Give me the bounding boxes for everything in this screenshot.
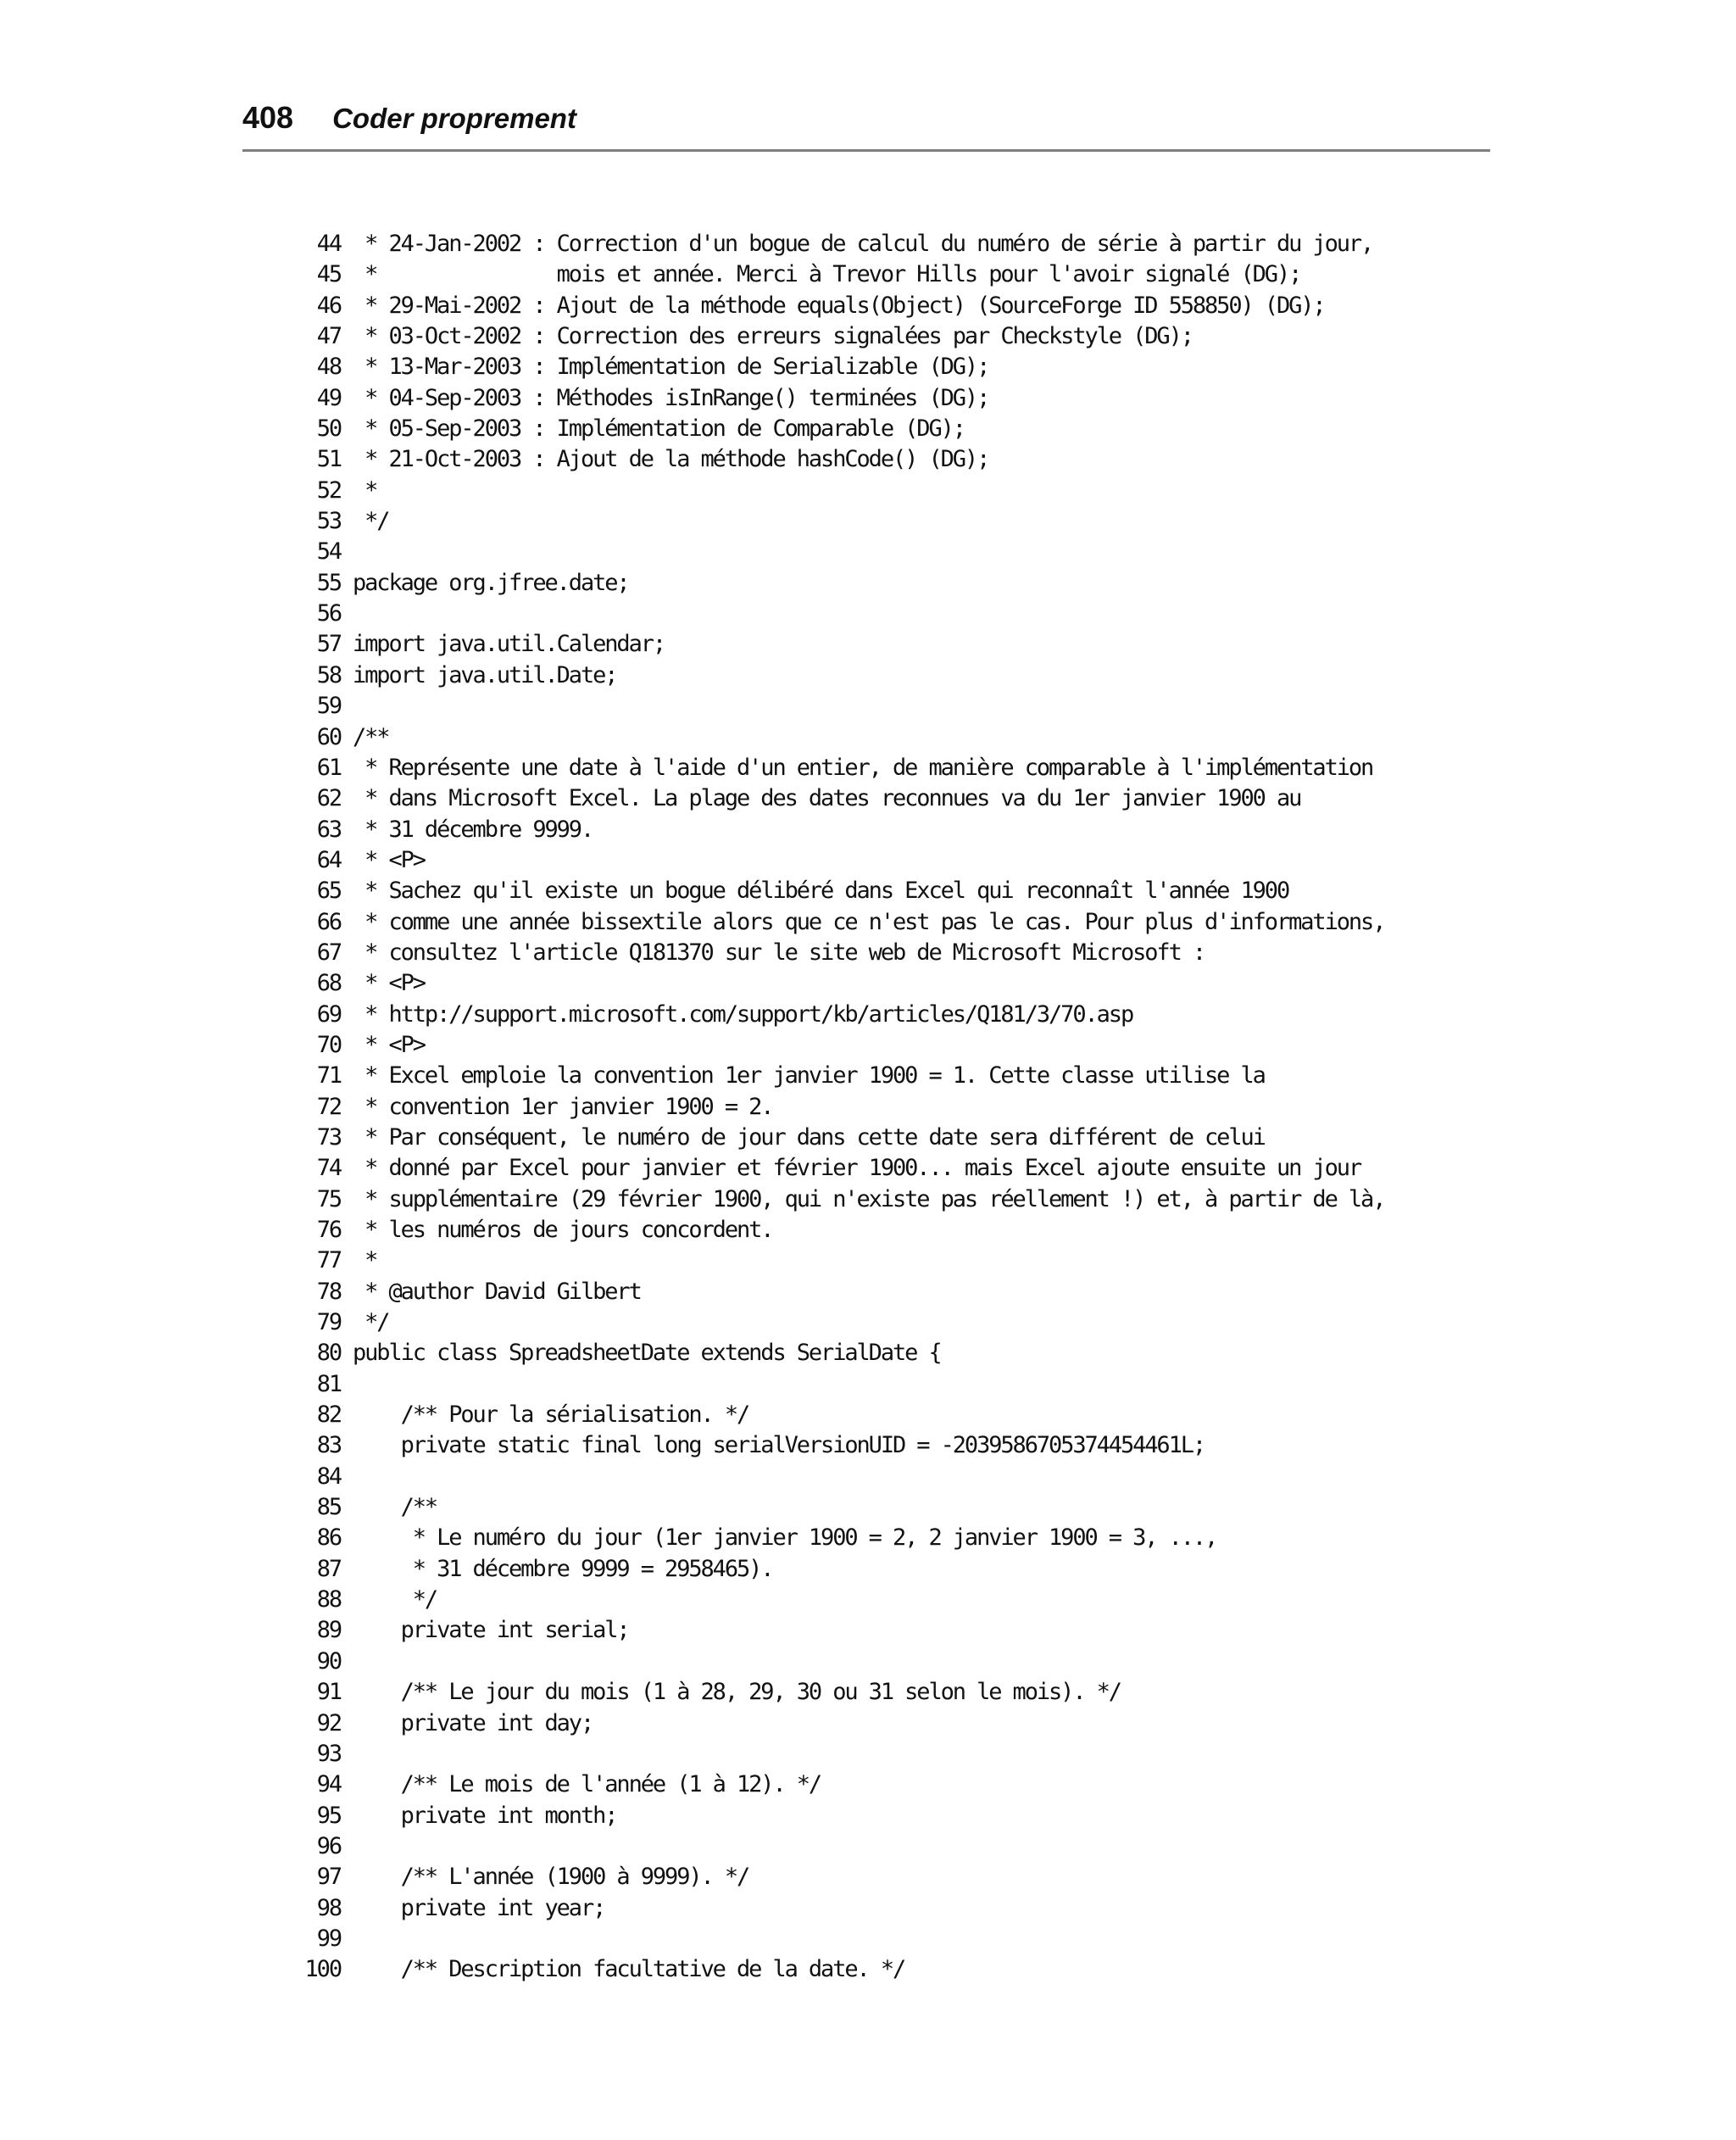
page-number: 408 bbox=[242, 100, 294, 135]
code-line bbox=[298, 968, 1485, 999]
code-line bbox=[298, 1801, 1485, 1831]
code-line bbox=[298, 1554, 1485, 1585]
code-line bbox=[298, 1184, 1485, 1215]
line-number: 98 bbox=[316, 1894, 341, 1921]
code-line bbox=[298, 1954, 1485, 1985]
page-header bbox=[242, 100, 1488, 153]
code-line bbox=[298, 352, 1485, 382]
code-line bbox=[298, 660, 1485, 691]
code-text: * Par conséquent, le numéro de jour dans cette date sera différent de celui bbox=[353, 1123, 1265, 1151]
line-number: 61 bbox=[316, 754, 341, 781]
code-text: * 24-Jan-2002 : Correction d'un bogue de calcul du numéro de série à partir du jour, bbox=[353, 231, 1373, 257]
line-number: 46 bbox=[316, 292, 341, 319]
code-line bbox=[298, 229, 1485, 259]
line-number: 82 bbox=[316, 1402, 341, 1429]
line-number: 53 bbox=[316, 508, 341, 535]
code-line bbox=[298, 938, 1485, 968]
line-number: 90 bbox=[316, 1647, 341, 1675]
code-line bbox=[298, 1893, 1485, 1924]
code-line bbox=[298, 383, 1485, 414]
code-text: public class SpreadsheetDate extends SerialDate { bbox=[353, 1340, 941, 1367]
code-text: package org.jfree.date; bbox=[353, 569, 629, 596]
code-line bbox=[298, 506, 1485, 537]
code-line bbox=[298, 815, 1485, 845]
line-number: 84 bbox=[316, 1463, 341, 1490]
line-number: 52 bbox=[316, 476, 341, 504]
code-text: * <P> bbox=[353, 1031, 425, 1058]
line-number: 100 bbox=[304, 1956, 341, 1983]
code-line bbox=[298, 783, 1485, 814]
code-line bbox=[298, 537, 1485, 567]
code-line bbox=[298, 1369, 1485, 1400]
code-text: /** Le mois de l'année (1 à 12). */ bbox=[353, 1771, 821, 1798]
code-line bbox=[298, 876, 1485, 906]
code-text: * dans Microsoft Excel. La plage des dates reconnues va du 1er janvier 1900 au bbox=[353, 785, 1301, 812]
code-text: /** Pour la sérialisation. */ bbox=[353, 1402, 749, 1429]
code-line bbox=[298, 691, 1485, 722]
code-text: * 03-Oct-2002 : Correction des erreurs signalées par Checkstyle (DG); bbox=[353, 323, 1193, 350]
line-number: 85 bbox=[316, 1494, 341, 1521]
code-text: * donné par Excel pour janvier et février 1900... mais Excel ajoute ensuite un jour bbox=[353, 1155, 1361, 1182]
line-number: 70 bbox=[316, 1031, 341, 1058]
line-number: 91 bbox=[316, 1679, 341, 1706]
code-text bbox=[341, 1739, 353, 1769]
line-number: 50 bbox=[316, 415, 341, 443]
code-text bbox=[341, 599, 353, 629]
code-text: * 29-Mai-2002 : Ajout de la méthode equals(Object) (SourceForge ID 558850) (DG); bbox=[353, 292, 1325, 319]
code-text: * 31 décembre 9999 = 2958465). bbox=[353, 1555, 773, 1582]
code-text: * convention 1er janvier 1900 = 2. bbox=[353, 1093, 773, 1120]
code-text: /** L'année (1900 à 9999). */ bbox=[353, 1864, 749, 1891]
code-text: * supplémentaire (29 février 1900, qui n'existe pas réellement !) et, à partir de là, bbox=[353, 1185, 1385, 1212]
code-text: * 31 décembre 9999. bbox=[353, 816, 593, 843]
line-number: 76 bbox=[316, 1217, 341, 1243]
code-line bbox=[298, 568, 1485, 599]
code-line bbox=[298, 1739, 1485, 1769]
code-text: * les numéros de jours concordent. bbox=[353, 1217, 773, 1243]
code-text: * Sachez qu'il existe un bogue délibéré dans Excel qui reconnaît l'année 1900 bbox=[353, 878, 1289, 905]
line-number: 49 bbox=[316, 384, 341, 411]
code-line bbox=[298, 722, 1485, 753]
code-line bbox=[298, 1862, 1485, 1892]
code-text: * Excel emploie la convention 1er janvier 1900 = 1. Cette classe utilise la bbox=[353, 1062, 1265, 1090]
code-text: /** Description facultative de la date. */ bbox=[353, 1956, 905, 1983]
code-line bbox=[298, 1215, 1485, 1246]
line-number: 78 bbox=[316, 1278, 341, 1305]
code-line bbox=[298, 907, 1485, 938]
code-text bbox=[341, 1462, 353, 1492]
code-line bbox=[298, 1831, 1485, 1862]
code-text: * <P> bbox=[353, 846, 425, 873]
code-text: private static final long serialVersionUID = -2039586705374454461L; bbox=[353, 1432, 1205, 1459]
code-line bbox=[298, 1307, 1485, 1338]
code-text: /** Le jour du mois (1 à 28, 29, 30 ou 31 selon le mois). */ bbox=[353, 1679, 1121, 1706]
code-text: * 21-Oct-2003 : Ajout de la méthode hashCode() (DG); bbox=[353, 446, 989, 473]
code-text: * http://support.microsoft.com/support/kb/articles/Q181/3/70.asp bbox=[353, 1000, 1133, 1028]
code-text: /** bbox=[353, 1494, 437, 1521]
line-number: 73 bbox=[316, 1123, 341, 1151]
code-line bbox=[298, 1061, 1485, 1091]
line-number: 95 bbox=[316, 1802, 341, 1829]
code-line bbox=[298, 321, 1485, 352]
line-number: 62 bbox=[316, 785, 341, 812]
code-line bbox=[298, 629, 1485, 660]
line-number: 56 bbox=[316, 600, 341, 627]
code-text: */ bbox=[353, 1586, 437, 1613]
code-line bbox=[298, 1769, 1485, 1800]
code-text: * bbox=[353, 476, 377, 504]
code-line bbox=[298, 1677, 1485, 1708]
code-listing bbox=[298, 229, 1485, 1986]
code-text bbox=[341, 1647, 353, 1677]
code-text bbox=[341, 1924, 353, 1954]
code-line bbox=[298, 1246, 1485, 1276]
code-line bbox=[298, 1153, 1485, 1184]
line-number: 64 bbox=[316, 846, 341, 873]
code-line bbox=[298, 1708, 1485, 1739]
line-number: 97 bbox=[316, 1864, 341, 1891]
line-number: 72 bbox=[316, 1093, 341, 1120]
code-text bbox=[341, 537, 353, 567]
code-text: */ bbox=[353, 1309, 389, 1336]
line-number: 94 bbox=[316, 1771, 341, 1798]
code-line bbox=[298, 1123, 1485, 1153]
line-number: 88 bbox=[316, 1586, 341, 1613]
code-text: /** bbox=[353, 723, 389, 750]
line-number: 92 bbox=[316, 1709, 341, 1736]
line-number: 74 bbox=[316, 1155, 341, 1182]
code-line bbox=[298, 291, 1485, 321]
line-number: 96 bbox=[316, 1832, 341, 1859]
line-number: 57 bbox=[316, 631, 341, 658]
code-line bbox=[298, 259, 1485, 290]
line-number: 66 bbox=[316, 908, 341, 935]
code-text: * 04-Sep-2003 : Méthodes isInRange() terminées (DG); bbox=[353, 384, 989, 411]
header-rule bbox=[242, 149, 1490, 152]
line-number: 54 bbox=[316, 538, 341, 566]
code-line bbox=[298, 1647, 1485, 1677]
code-text: * @author David Gilbert bbox=[353, 1278, 641, 1305]
code-text: * mois et année. Merci à Trevor Hills pour l'avoir signalé (DG); bbox=[353, 261, 1301, 288]
line-number: 75 bbox=[316, 1185, 341, 1212]
code-line bbox=[298, 1430, 1485, 1461]
line-number: 89 bbox=[316, 1617, 341, 1644]
code-line bbox=[298, 1924, 1485, 1954]
code-text: private int serial; bbox=[353, 1617, 629, 1644]
line-number: 77 bbox=[316, 1247, 341, 1274]
code-line bbox=[298, 1400, 1485, 1430]
line-number: 79 bbox=[316, 1309, 341, 1336]
code-text: private int year; bbox=[353, 1894, 605, 1921]
line-number: 67 bbox=[316, 939, 341, 966]
line-number: 58 bbox=[316, 661, 341, 688]
line-number: 60 bbox=[316, 723, 341, 750]
line-number: 44 bbox=[316, 231, 341, 257]
code-text: */ bbox=[353, 508, 389, 535]
code-line bbox=[298, 1338, 1485, 1368]
line-number: 55 bbox=[316, 569, 341, 596]
line-number: 68 bbox=[316, 970, 341, 997]
line-number: 99 bbox=[316, 1925, 341, 1952]
line-number: 93 bbox=[316, 1740, 341, 1767]
code-text bbox=[341, 1369, 353, 1400]
line-number: 71 bbox=[316, 1062, 341, 1090]
code-text: * 05-Sep-2003 : Implémentation de Comparable (DG); bbox=[353, 415, 965, 443]
code-line bbox=[298, 1000, 1485, 1030]
code-text: * comme une année bissextile alors que ce n'est pas le cas. Pour plus d'informations, bbox=[353, 908, 1385, 935]
code-text bbox=[341, 1831, 353, 1862]
code-line bbox=[298, 444, 1485, 475]
line-number: 86 bbox=[316, 1524, 341, 1552]
code-text: private int day; bbox=[353, 1709, 593, 1736]
line-number: 47 bbox=[316, 323, 341, 350]
line-number: 51 bbox=[316, 446, 341, 473]
code-line bbox=[298, 1030, 1485, 1061]
code-text: * Le numéro du jour (1er janvier 1900 = 2, 2 janvier 1900 = 3, ..., bbox=[353, 1524, 1217, 1552]
code-line bbox=[298, 476, 1485, 506]
code-line bbox=[298, 1462, 1485, 1492]
line-number: 69 bbox=[316, 1000, 341, 1028]
code-text: * <P> bbox=[353, 970, 425, 997]
line-number: 81 bbox=[316, 1370, 341, 1397]
code-line bbox=[298, 845, 1485, 876]
code-text: import java.util.Calendar; bbox=[353, 631, 665, 658]
code-text: import java.util.Date; bbox=[353, 661, 617, 688]
code-line bbox=[298, 1523, 1485, 1553]
code-line bbox=[298, 1492, 1485, 1523]
code-line bbox=[298, 599, 1485, 629]
code-line bbox=[298, 1277, 1485, 1307]
line-number: 48 bbox=[316, 354, 341, 381]
line-number: 83 bbox=[316, 1432, 341, 1459]
code-line bbox=[298, 1092, 1485, 1123]
code-line bbox=[298, 414, 1485, 444]
line-number: 45 bbox=[316, 261, 341, 288]
code-text: private int month; bbox=[353, 1802, 617, 1829]
code-text: * bbox=[353, 1247, 377, 1274]
line-number: 59 bbox=[316, 693, 341, 720]
code-line bbox=[298, 1585, 1485, 1615]
code-line bbox=[298, 1615, 1485, 1646]
line-number: 65 bbox=[316, 878, 341, 905]
line-number: 87 bbox=[316, 1555, 341, 1582]
code-text: * 13-Mar-2003 : Implémentation de Serializable (DG); bbox=[353, 354, 989, 381]
code-text: * consultez l'article Q181370 sur le site web de Microsoft Microsoft : bbox=[353, 939, 1205, 966]
line-number: 80 bbox=[316, 1340, 341, 1367]
code-line bbox=[298, 753, 1485, 783]
line-number: 63 bbox=[316, 816, 341, 843]
code-text bbox=[341, 691, 353, 722]
book-title: Coder proprement bbox=[332, 103, 576, 134]
code-text: * Représente une date à l'aide d'un entier, de manière comparable à l'implémentation bbox=[353, 754, 1373, 781]
